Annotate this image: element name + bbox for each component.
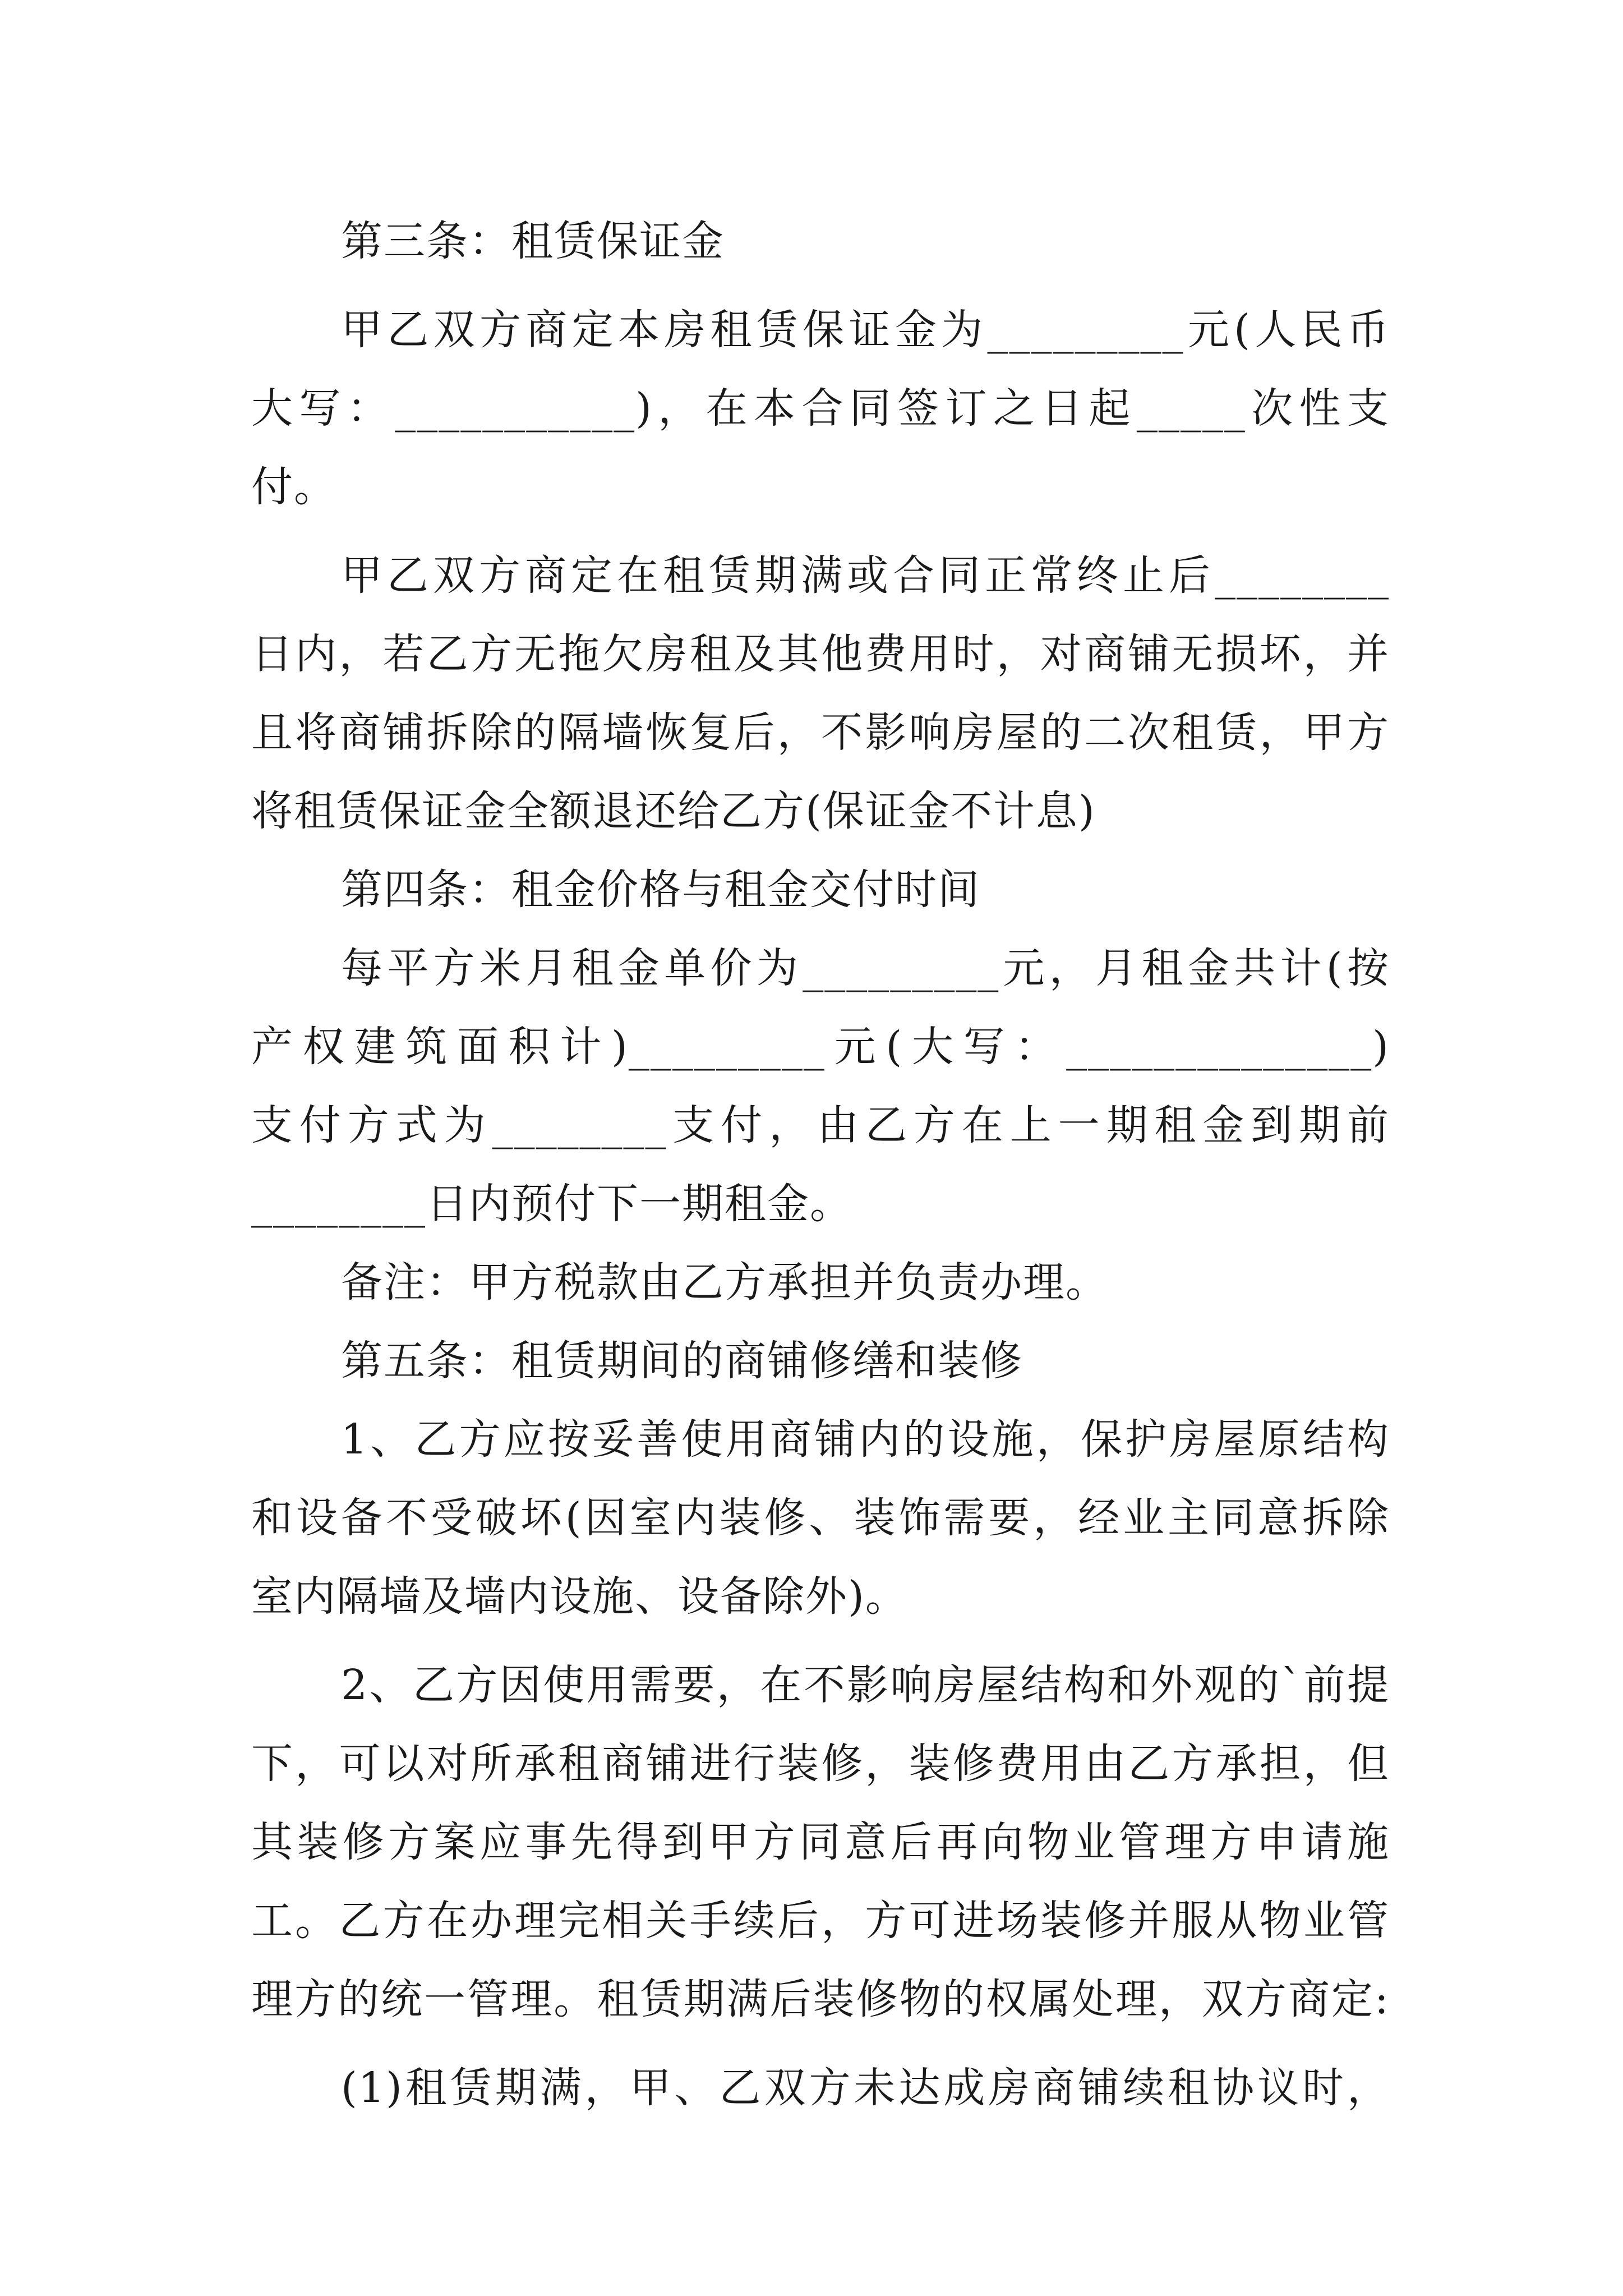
text-line: 第三条：租赁保证金 bbox=[341, 217, 725, 265]
text-line: 其装修方案应事先得到甲方同意后再向物业管理方申请施 bbox=[251, 1818, 1390, 1866]
text-line: 且将商铺拆除的隔墙恢复后，不影响房屋的二次租赁，甲方 bbox=[251, 708, 1390, 757]
text-line: ________日内预付下一期租金。 bbox=[251, 1180, 852, 1228]
text-line: 甲乙双方商定在租赁期满或合同正常终止后________ bbox=[341, 551, 1390, 600]
text-line: 日内，若乙方无拖欠房租及其他费用时，对商铺无损坏，并 bbox=[251, 630, 1390, 678]
paragraph-gap bbox=[251, 2039, 1390, 2049]
document-body bbox=[251, 202, 1390, 2127]
text-line: 第五条：租赁期间的商铺修缮和装修 bbox=[341, 1337, 1023, 1385]
text-line: 和设备不受破坏(因室内装修、装饰需要，经业主同意拆除 bbox=[251, 1494, 1390, 1542]
text-line: 2、乙方因使用需要，在不影响房屋结构和外观的`前提 bbox=[341, 1661, 1390, 1709]
paragraph-gap bbox=[251, 1636, 1390, 1646]
paragraph-gap bbox=[251, 280, 1390, 291]
text-line: 工。乙方在办理完相关手续后，方可进场装修并服从物业管 bbox=[251, 1897, 1390, 1945]
text-line: 备注：甲方税款由乙方承担并负责办理。 bbox=[341, 1258, 1108, 1306]
text-line: 理方的统一管理。租赁期满后装修物的权属处理，双方商定: bbox=[251, 1975, 1390, 2023]
text-line: 付。 bbox=[251, 463, 336, 511]
text-line: 将租赁保证金全额退还给乙方(保证金不计息) bbox=[251, 787, 1096, 835]
text-line: (1)租赁期满，甲、乙双方未达成房商铺续租协议时， bbox=[341, 2064, 1390, 2112]
text-line: 支付方式为________支付，由乙方在上一期租金到期前 bbox=[251, 1101, 1390, 1149]
text-line: 室内隔墙及墙内设施、设备除外)。 bbox=[251, 1572, 908, 1621]
text-line: 第四条：租金价格与租金交付时间 bbox=[341, 866, 980, 914]
text-line: 每平方米月租金单价为_________元，月租金共计(按 bbox=[341, 944, 1390, 992]
paragraph-gap bbox=[251, 526, 1390, 536]
text-line: 产权建筑面积计)_________元(大写：______________) bbox=[251, 1023, 1390, 1071]
text-line: 1、乙方应按妥善使用商铺内的设施，保护房屋原结构 bbox=[341, 1415, 1390, 1464]
text-line: 下，可以对所承租商铺进行装修，装修费用由乙方承担，但 bbox=[251, 1740, 1390, 1788]
text-line: 大写：___________)，在本合同签订之日起_____次性支 bbox=[251, 384, 1390, 432]
text-line: 甲乙双方商定本房租赁保证金为_________元(人民币 bbox=[341, 306, 1390, 354]
